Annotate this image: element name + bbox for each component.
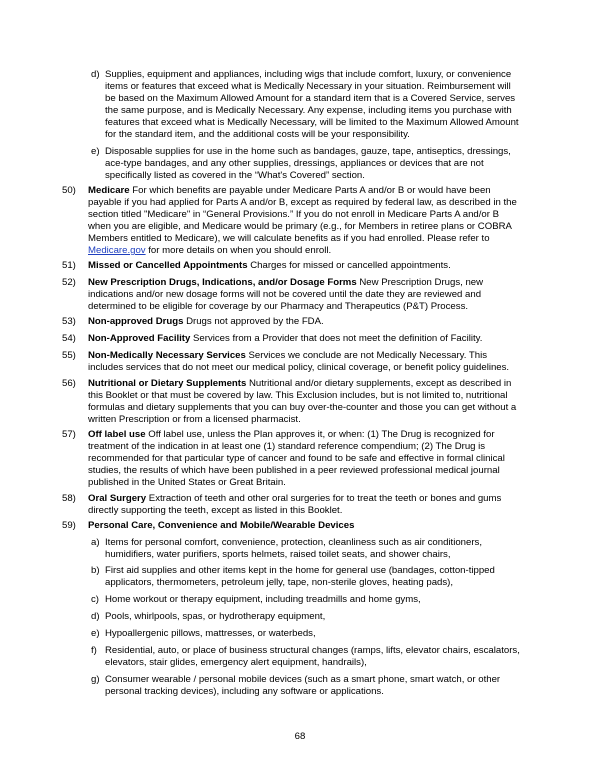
item-text: for more details on when you should enroll. (145, 245, 332, 256)
item-number: 52) (62, 277, 76, 288)
item-line: specifically listed as covered in the “What's Covered” section. (105, 170, 365, 181)
item-title: Nutritional or Dietary Supplements (88, 378, 247, 389)
medicare-gov-link[interactable]: Medicare.gov (88, 245, 146, 256)
item-line: features that exceed what is Medically Necessary, will be limited to the Maximum Allowed Amount (105, 117, 519, 128)
item-first-line (88, 350, 487, 362)
item-first-line (88, 333, 482, 345)
item-label: d) (91, 611, 100, 622)
item-title: Non-Medically Necessary Services (88, 350, 246, 361)
item-number: 55) (62, 350, 76, 361)
item-number: 54) (62, 333, 76, 344)
item-label: a) (91, 537, 100, 548)
item-number: 51) (62, 260, 76, 271)
item-label: b) (91, 565, 100, 576)
item-line: formulas and dietary supplements that you can buy over-the-counter and those you can get without a (88, 402, 517, 413)
item-line: Hypoallergenic pillows, mattresses, or waterbeds, (105, 628, 316, 639)
item-text: Charges for missed or cancelled appointments. (247, 260, 451, 271)
item-label: e) (91, 628, 100, 639)
item-text: Nutritional and/or dietary supplements, except as described in (246, 378, 512, 389)
item-line: includes services that do not meet our medical policy, clinical coverage, or benefit policy guidelines. (88, 362, 510, 373)
item-line: Members entitled to Medicare), we will calculate benefits as if you had enrolled. Please refer to (88, 233, 490, 244)
item-first-line (88, 378, 511, 390)
page-number: 68 (294, 731, 306, 742)
item-number: 56) (62, 378, 76, 389)
item-first-line (88, 277, 483, 289)
item-line: when you are eligible, and Medicare would be primary (e.g., for Members in retiree plans or COBRA (88, 221, 512, 232)
item-line: ace-type bandages, and any other supplies, dressings, appliances or devices that are not (105, 158, 484, 169)
item-line: the same purpose, and is Medically Necessary. Any expense, including items you purchase with (105, 105, 512, 116)
item-line: Items for personal comfort, convenience, protection, cleanliness such as air conditioners, (105, 537, 483, 548)
item-text: Extraction of teeth and other oral surgeries for to treat the teeth or bones and gums (146, 493, 502, 504)
item-title: Off label use (88, 429, 146, 440)
item-text: Services from a Provider that does not meet the definition of Facility. (190, 333, 483, 344)
item-line: be based on the Maximum Allowed Amount for a standard item that is a Covered Service, serves (105, 93, 516, 104)
item-line: Supplies, equipment and appliances, including wigs that include comfort, luxury, or convenience (105, 69, 512, 80)
item-line: indications and/or new dosage forms will not be covered until the date they are reviewed and (88, 289, 482, 300)
item-line: Home workout or therapy equipment, including treadmills and home gyms, (105, 594, 421, 605)
item-line: section titled "Medicare" in “General Provisions.” If you do not enroll in Medicare Parts A and/or B (88, 209, 500, 220)
item-line: personal tracking devices), including any software or applications. (105, 686, 384, 697)
item-label: c) (91, 594, 99, 605)
item-line: recommended for that particular type of cancer and found to be safe and effective in formal clinical (88, 453, 505, 464)
item-line: payable if you had applied for Parts A and/or B, except as required by federal law, as described in the (88, 197, 517, 208)
item-label: f) (91, 645, 97, 656)
item-line: Pools, whirlpools, spas, or hydrotherapy equipment, (105, 611, 326, 622)
item-last-line (88, 245, 331, 257)
item-line: directly supporting the teeth, except as listed in this Booklet. (88, 505, 343, 516)
item-line: elevators, stair glides, emergency alert equipment, handrails), (105, 657, 367, 668)
item-line: applicators, thermometers, petroleum jelly, tape, non-sterile gloves, heating pads), (105, 577, 454, 588)
item-number: 58) (62, 493, 76, 504)
item-text: New Prescription Drugs, new (356, 277, 484, 288)
item-title: New Prescription Drugs, Indications, and/or Dosage Forms (88, 277, 357, 288)
item-text: Drugs not approved by the FDA. (183, 316, 324, 327)
item-line: written Prescription or from a licensed pharmacist. (88, 414, 301, 425)
item-first-line (88, 260, 451, 272)
item-line: studies, the results of which have been published in a peer reviewed professional medical journal (88, 465, 500, 476)
item-title: Non-approved Drugs (88, 316, 184, 327)
item-line: Residential, auto, or place of business structural changes (ramps, lifts, elevator chairs, escalators, (105, 645, 520, 656)
item-first-line (88, 493, 501, 505)
item-line: published in the United States or Great Britain. (88, 477, 286, 488)
item-line: items or features that exceed what is Medically Necessary in your situation. Reimbursement will (105, 81, 511, 92)
item-label: g) (91, 674, 100, 685)
item-title: Missed or Cancelled Appointments (88, 260, 248, 271)
item-number: 53) (62, 316, 76, 327)
item-number: 50) (62, 185, 76, 196)
item-text: Services we conclude are not Medically Necessary. This (245, 350, 488, 361)
item-title: Medicare (88, 185, 130, 196)
item-line: this Booklet or that must be covered by law. This Exclusion includes, but is not limited to, nutritional (88, 390, 508, 401)
item-label: d) (91, 69, 100, 80)
item-text: Off label use, unless the Plan approves it, or when: (1) The Drug is recognized for (145, 429, 495, 440)
item-line: for the standard item, and the additional costs will be your responsibility. (105, 129, 410, 140)
item-line: Consumer wearable / personal mobile devices (such as a smart phone, smart watch, or other (105, 674, 501, 685)
item-line: humidifiers, water purifiers, sports helmets, raised toilet seats, and shower chairs, (105, 549, 451, 560)
item-line: Disposable supplies for use in the home such as bandages, gauze, tape, antiseptics, dressings, (105, 146, 511, 157)
item-first-line (88, 316, 324, 328)
item-line: treatment of the indication in at least one (1) standard reference compendium; (2) The Drug is (88, 441, 486, 452)
item-line: First aid supplies and other items kept in the home for general use (bandages, cotton-tipped (105, 565, 495, 576)
item-number: 59) (62, 520, 76, 531)
item-text: For which benefits are payable under Medicare Parts A and/or B or would have been (129, 185, 491, 196)
item-first-line (88, 429, 495, 441)
item-title: Non-Approved Facility (88, 333, 191, 344)
item-label: e) (91, 146, 100, 157)
item-title: Personal Care, Convenience and Mobile/Wearable Devices (88, 520, 355, 531)
item-number: 57) (62, 429, 76, 440)
item-title: Oral Surgery (88, 493, 147, 504)
item-first-line (88, 185, 491, 197)
item-line: determined to be eligible for coverage by our Pharmacy and Therapeutics (P&T) Process. (88, 301, 469, 312)
